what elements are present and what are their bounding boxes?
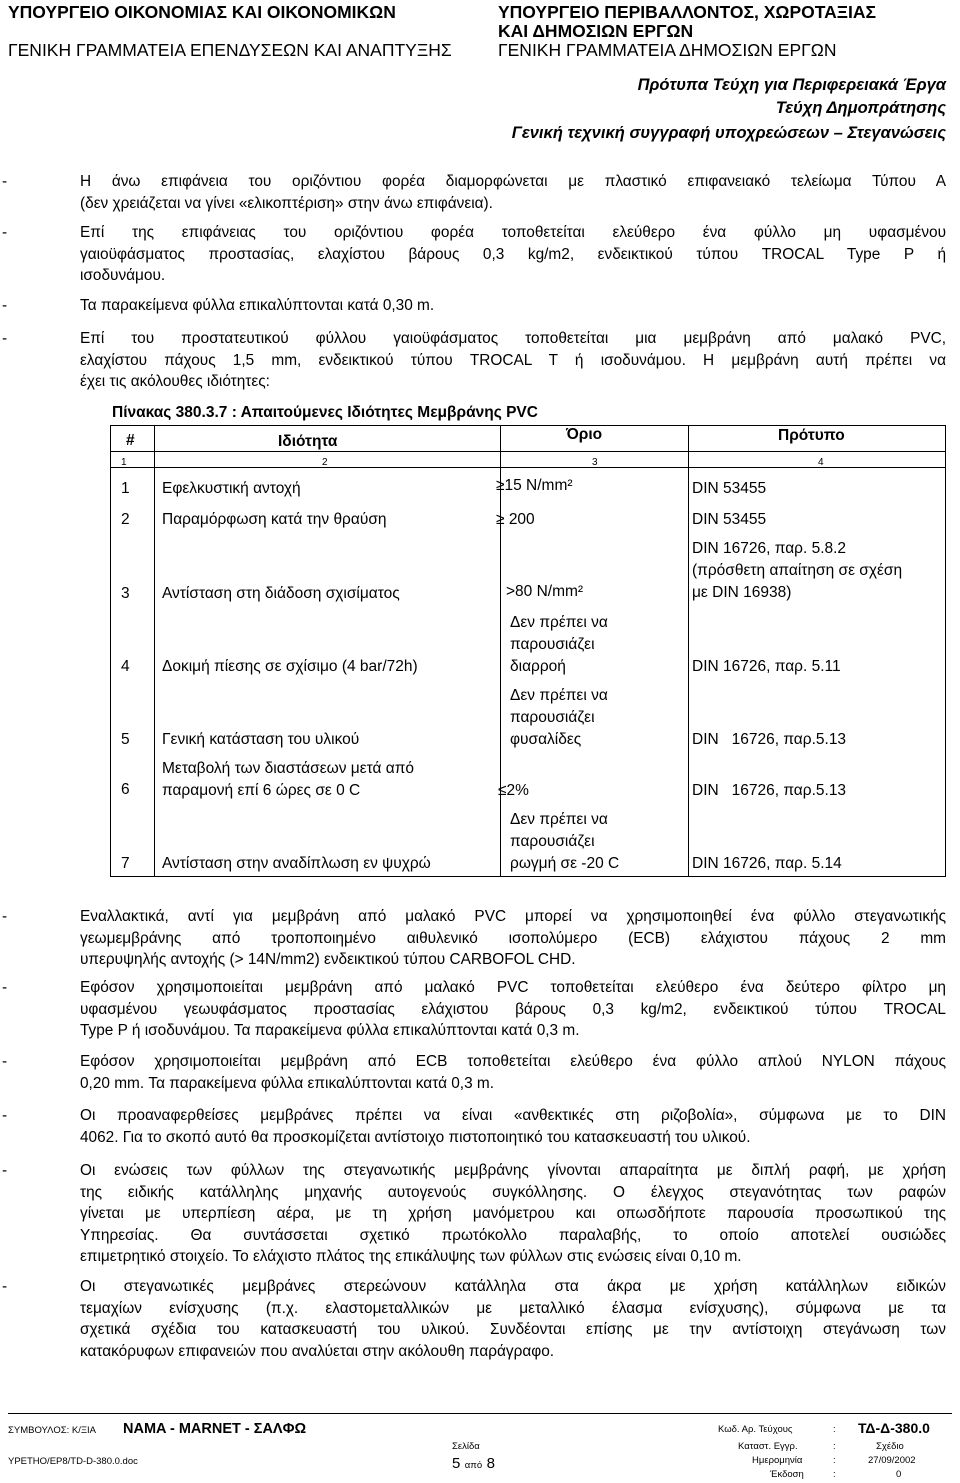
bullet-line: ισοδυνάμου. (80, 267, 166, 285)
row-number: 6 (121, 781, 130, 798)
bullet-item: - Επί του προστατευτικού φύλλου γαιοϋφάσματος τοποθετείται μια μεμβράνη από μαλακό PVC, ελαχίστου πάχους 1,5 mm, ενδεικτικού τύπου TROCAL T ή ισοδυνάμου. Η μεμβράνη αυτή πρέπει να έχει τις ακόλουθες ιδιότητες: (80, 328, 946, 393)
row-limit: Δεν πρέπει να (510, 811, 608, 828)
bullet-line: Οι ενώσεις των φύλλων της στεγανωτικής μεμβράνης γίνονται απαραίτητα με διπλή ραφή, με χρήση (80, 1162, 946, 1179)
footer-page-total: 8 (486, 1455, 495, 1472)
row-standard: DIN 16726, παρ. 5.11 (692, 658, 841, 675)
bullet-item: - Επί της επιφάνειας του οριζόντιου φορέα τοποθετείται ελεύθερο ένα φύλλο μη υφασμένου γαιοϋφάσματος προστασίας, ελαχίστου βάρους 0,3 kg/m2, ενδεικτικού τύπου TROCAL Type P ή ισοδυνάμου. (80, 222, 946, 287)
properties-table (110, 425, 946, 877)
bullet-item: - Εφόσον χρησιμοποιείται μεμβράνη από ECB τοποθετείται ελεύθερο ένα φύλλο απλού NYLON πάχους 0,20 mm. Τα παρακείμενα φύλλα επικαλύπτονται κατά 0,3 m. (80, 1051, 946, 1094)
footer-code-label: Κωδ. Αρ. Τεύχους (718, 1424, 793, 1435)
row-standard: DIN 53455 (692, 480, 767, 497)
footer-status-value: Σχέδιο (876, 1441, 904, 1452)
row-limit: Δεν πρέπει να (510, 687, 608, 704)
bullet-line: Επί του προστατευτικού φύλλου γαιοϋφάσματος τοποθετείται μια μεμβράνη από μαλακό PVC, (80, 330, 946, 347)
bullet-line: έχει τις ακόλουθες ιδιότητες: (80, 373, 270, 391)
column-number: 2 (322, 457, 328, 468)
row-limit: >80 N/mm² (506, 583, 584, 600)
bullet-line: κατακόρυφων επιφανειών που αναλύεται στην ακόλουθη παράγραφο. (80, 1342, 555, 1360)
row-standard: με DIN 16938) (692, 584, 792, 601)
bullet-line: γεωμεμβράνης από τροποποιημένο αιθυλενικό ισοπολύμερο (ECB) ελάχιστου πάχους 2 mm (80, 929, 946, 947)
bullet-item: - Τα παρακείμενα φύλλα επικαλύπτονται κατά 0,30 m. (80, 295, 946, 317)
bullet-line: 4062. Για το σκοπό αυτό θα προσκομίζεται αντίστοιχο πιστοποιητικό του κατασκευαστή του υλικού. (80, 1128, 751, 1146)
footer-page-label: Σελίδα (452, 1441, 480, 1452)
footer-consultant-name: NAMA - MARNET - ΣΑΛΦΩ (123, 1421, 307, 1437)
header-ministry-right-2: ΚΑΙ ΔΗΜΟΣΙΩΝ ΕΡΓΩΝ (498, 21, 694, 41)
bullet-line: τεμαχίων ενίσχυσης (π.χ. ελαστομεταλλικών με μεταλλικό έλασμα ενίσχυσης), σύμφωνα με τα (80, 1299, 946, 1317)
row-limit: ρωγμή σε -20 C (510, 855, 620, 872)
row-standard: (πρόσθετη απαίτηση σε σχέση (692, 562, 903, 579)
bullet-line: υπερυψηλής αντοχής (> 14N/mm2) ενδεικτικού τύπου CARBOFOL CHD. (80, 951, 576, 969)
row-property: παραμονή επί 6 ώρες σε 0 C (162, 782, 361, 799)
bullet-line: επιμετρητικό στοιχείο. Το ελάχιστο πλάτος της επικάλυψης των φύλλων στις ενώσεις είναι 0,10 m. (80, 1248, 742, 1266)
footer-rule (8, 1413, 952, 1414)
row-limit: Δεν πρέπει να (510, 614, 608, 631)
row-limit: παρουσιάζει (510, 709, 595, 726)
bullet-item: - Οι προαναφερθείσες μεμβράνες πρέπει να είναι «ανθεκτικές στη ριζοβολία», σύμφωνα με το DIN 4062. Για το σκοπό αυτό θα προσκομίζεται αντίστοιχο πιστοποιητικό του κατασκευαστή του υλικού. (80, 1105, 946, 1148)
footer-edition-label: Έκδοση (770, 1469, 804, 1480)
footer-status-label: Καταστ. Εγγρ. (738, 1441, 798, 1452)
row-property: Παραμόρφωση κατά την θραύση (162, 511, 387, 528)
bullet-line: Τα παρακείμενα φύλλα επικαλύπτονται κατά 0,30 m. (80, 297, 435, 314)
header-ministry-left: ΥΠΟΥΡΓΕΙΟ ΟΙΚΟΝΟΜΙΑΣ ΚΑΙ ΟΙΚΟΝΟΜΙΚΩΝ (8, 2, 396, 22)
row-number: 1 (121, 480, 130, 497)
doc-subtitle: Τεύχη Δημοπράτησης (775, 99, 946, 117)
bullet-line: υφασμένου γεωυφάσματος προστασίας ελάχιστου βάρους 0,3 kg/m2, ενδεικτικού τύπου TROCAL (80, 1000, 946, 1018)
row-property: Γενική κατάσταση του υλικού (162, 731, 360, 748)
bullet-line: (δεν χρειάζεται να γίνει «ελικοπτέριση» στην άνω επιφάνεια). (80, 194, 493, 212)
footer-colon: : (833, 1455, 836, 1466)
footer-colon: : (833, 1469, 836, 1480)
row-property: Εφελκυστική αντοχή (162, 480, 301, 497)
bullet-item: - Εφόσον χρησιμοποιείται μεμβράνη από μαλακό PVC τοποθετείται ελεύθερο ένα δεύτερο φίλτρο μη υφασμένου γεωυφάσματος προστασίας ελάχιστου βάρους 0,3 kg/m2, ενδεικτικού τύπου TROCAL Type P ή ισοδυνάμου. Τα παρακείμενα φύλλα επικαλύπτονται κατά 0,3 m. (80, 977, 946, 1042)
row-limit: ≥ 200 (496, 511, 535, 528)
doc-section-title: Γενική τεχνική συγγραφή υποχρεώσεων – Στεγανώσεις (511, 124, 946, 142)
footer-date-value: 27/09/2002 (868, 1455, 916, 1466)
bullet-item: - Οι ενώσεις των φύλλων της στεγανωτικής μεμβράνης γίνονται απαραίτητα με διπλή ραφή, με χρήση της ειδικής κατάλληλης μηχανής αυτογενούς συγκόλλησης. Ο έλεγχος στεγανότητας των ραφών γίνεται με υπερπίεση αέρα, με τη χρήση μανόμετρου και οπωσδήποτε παρουσία προσωπικού της Υπηρεσίας. Θα συντάσσεται σχετικό πρωτόκολλο παραλαβής, το οποίο αποτελεί ουσιώδες επιμετρητικό στοιχείο. Το ελάχιστο πλάτος της επικάλυψης των φύλλων στις ενώσεις είναι 0,10 m. (80, 1160, 946, 1268)
column-number: 1 (121, 457, 127, 468)
bullet-line: Η άνω επιφάνεια του οριζόντιου φορέα διαμορφώνεται με πλαστικό επιφανειακό τελείωμα Τύπου Α (80, 173, 946, 190)
bullet-line: Οι στεγανωτικές μεμβράνες στερεώνουν κατάλληλα στα άκρα με χρήση κατάλληλων ειδικών (80, 1278, 946, 1295)
doc-series-title: Πρότυπα Τεύχη για Περιφερειακά Έργα (637, 76, 946, 94)
bullet-item: - Οι στεγανωτικές μεμβράνες στερεώνουν κατάλληλα στα άκρα με χρήση κατάλληλων ειδικών τεμαχίων ενίσχυσης (π.χ. ελαστομεταλλικών με μεταλλικό έλασμα ενίσχυσης), σύμφωνα με τα σχετικά σχέδια του κατασκευαστή του υλικού. Συνδέονται επίσης με την αντίστοιχη στεγάνωση των κατακόρυφων επιφανειών που αναλύεται στην ακόλουθη παράγραφο. (80, 1276, 946, 1362)
header-secretariat-left: ΓΕΝΙΚΗ ΓΡΑΜΜΑΤΕΙΑ ΕΠΕΝΔΥΣΕΩΝ ΚΑΙ ΑΝΑΠΤΥΞΗΣ (8, 40, 452, 60)
column-number: 4 (818, 457, 824, 468)
header-standard: Πρότυπο (778, 427, 845, 444)
bullet-line: γαιοϋφάσματος προστασίας, ελαχίστου βάρους 0,3 kg/m2, ενδεικτικού τύπου TROCAL Type P ή (80, 245, 946, 263)
table-title: Πίνακας 380.3.7 : Απαιτούμενες Ιδιότητες Μεμβράνης PVC (112, 404, 538, 421)
row-limit: φυσαλίδες (510, 731, 582, 748)
row-standard: DIN 53455 (692, 511, 767, 528)
row-property: Αντίσταση στην αναδίπλωση εν ψυχρώ (162, 855, 431, 872)
bullet-line: Type P ή ισοδυνάμου. Τα παρακείμενα φύλλα επικαλύπτονται κατά 0,3 m. (80, 1022, 580, 1040)
footer-date-label: Ημερομηνία (752, 1455, 803, 1466)
row-property: Αντίσταση στη διάδοση σχισίματος (162, 585, 400, 602)
footer-page-indicator (452, 1455, 495, 1473)
bullet-line: ελαχίστου πάχους 1,5 mm, ενδεικτικού τύπου TROCAL T ή ισοδυνάμου. Η μεμβράνη αυτή πρέπει να (80, 351, 946, 369)
footer-colon: : (833, 1441, 836, 1452)
bullet-item: - Εναλλακτικά, αντί για μεμβράνη από μαλακό PVC μπορεί να χρησιμοποιηθεί ένα φύλλο στεγανωτικής γεωμεμβράνης από τροποποιημένο αιθυλενικό ισοπολύμερο (ECB) ελάχιστου πάχους 2 mm υπερυψηλής αντοχής (> 14N/mm2) ενδεικτικού τύπου CARBOFOL CHD. (80, 906, 946, 971)
row-property: Μεταβολή των διαστάσεων μετά από (162, 760, 415, 777)
row-standard: DIN 16726, παρ. 5.8.2 (692, 540, 847, 557)
row-limit: παρουσιάζει (510, 833, 595, 850)
footer-page-of: από (464, 1460, 483, 1471)
bullet-line: Υπηρεσίας. Θα συντάσσεται σχετικό πρωτόκολλο παραλαβής, το οποίο αποτελεί ουσιώδες (80, 1226, 946, 1244)
row-number: 5 (121, 731, 130, 748)
row-standard: DIN 16726, παρ.5.13 (692, 782, 847, 799)
footer-file-name: ΥΡΕΤΗΟ/ΕΡ8/ΤD-D-380.0.doc (8, 1456, 138, 1467)
footer-edition-value: 0 (896, 1469, 902, 1480)
row-standard: DIN 16726, παρ.5.13 (692, 731, 847, 748)
bullet-line: Εφόσον χρησιμοποιείται μεμβράνη από μαλακό PVC τοποθετείται ελεύθερο ένα δεύτερο φίλτρο μη (80, 979, 946, 996)
row-limit: διαρροή (510, 658, 566, 675)
bullet-item: - Η άνω επιφάνεια του οριζόντιου φορέα διαμορφώνεται με πλαστικό επιφανειακό τελείωμα Τύπου Α (δεν χρειάζεται να γίνει «ελικοπτέριση» στην άνω επιφάνεια). (80, 171, 946, 214)
row-number: 7 (121, 855, 130, 872)
header-limit: Όριο (566, 426, 603, 443)
bullet-line: γίνεται με υπερπίεση αέρα, με τη χρήση μανόμετρου και οπωσδήποτε παρουσία προσωπικού της (80, 1205, 946, 1223)
bullet-line: Εφόσον χρησιμοποιείται μεμβράνη από ECB τοποθετείται ελεύθερο ένα φύλλο απλού NYLON πάχους (80, 1053, 946, 1070)
bullet-line: της ειδικής κατάλληλης μηχανής αυτογενούς συγκόλλησης. Ο έλεγχος στεγανότητας των ραφών (80, 1183, 946, 1201)
row-limit: ≤2% (498, 782, 529, 799)
row-limit: παρουσιάζει (510, 636, 595, 653)
row-property: Δοκιμή πίεσης σε σχίσιμο (4 bar/72h) (162, 658, 418, 675)
bullet-line: σχετικά σχέδια του κατασκευαστή του υλικού. Συνδέονται επίσης με την αντίστοιχη στεγάνωση των (80, 1321, 946, 1339)
footer-page-number: 5 (452, 1455, 461, 1472)
row-number: 3 (121, 585, 130, 602)
footer-consultant-label: ΣΥΜΒΟΥΛΟΣ: Κ/ΞΙΑ (8, 1425, 96, 1436)
column-number: 3 (592, 457, 598, 468)
bullet-line: 0,20 mm. Τα παρακείμενα φύλλα επικαλύπτονται κατά 0,3 m. (80, 1074, 495, 1092)
row-standard: DIN 16726, παρ. 5.14 (692, 855, 842, 872)
header-number: # (126, 432, 135, 449)
footer-colon: : (833, 1424, 836, 1435)
header-property: Ιδιότητα (278, 433, 338, 450)
row-number: 4 (121, 658, 130, 675)
footer-code-value: ΤΔ-Δ-380.0 (858, 1420, 930, 1436)
bullet-line: Επί της επιφάνειας του οριζόντιου φορέα τοποθετείται ελεύθερο ένα φύλλο μη υφασμένου (80, 224, 946, 241)
header-ministry-right: ΥΠΟΥΡΓΕΙΟ ΠΕΡΙΒΑΛΛΟΝΤΟΣ, ΧΩΡΟΤΑΞΙΑΣ (498, 2, 877, 22)
bullet-line: Οι προαναφερθείσες μεμβράνες πρέπει να είναι «ανθεκτικές στη ριζοβολία», σύμφωνα με το DIN (80, 1107, 946, 1124)
row-limit: ≥15 N/mm² (496, 477, 573, 494)
row-number: 2 (121, 511, 130, 528)
header-secretariat-right: ΓΕΝΙΚΗ ΓΡΑΜΜΑΤΕΙΑ ΔΗΜΟΣΙΩΝ ΕΡΓΩΝ (498, 40, 837, 60)
bullet-line: Εναλλακτικά, αντί για μεμβράνη από μαλακό PVC μπορεί να χρησιμοποιηθεί ένα φύλλο στεγανωτικής (80, 908, 946, 925)
